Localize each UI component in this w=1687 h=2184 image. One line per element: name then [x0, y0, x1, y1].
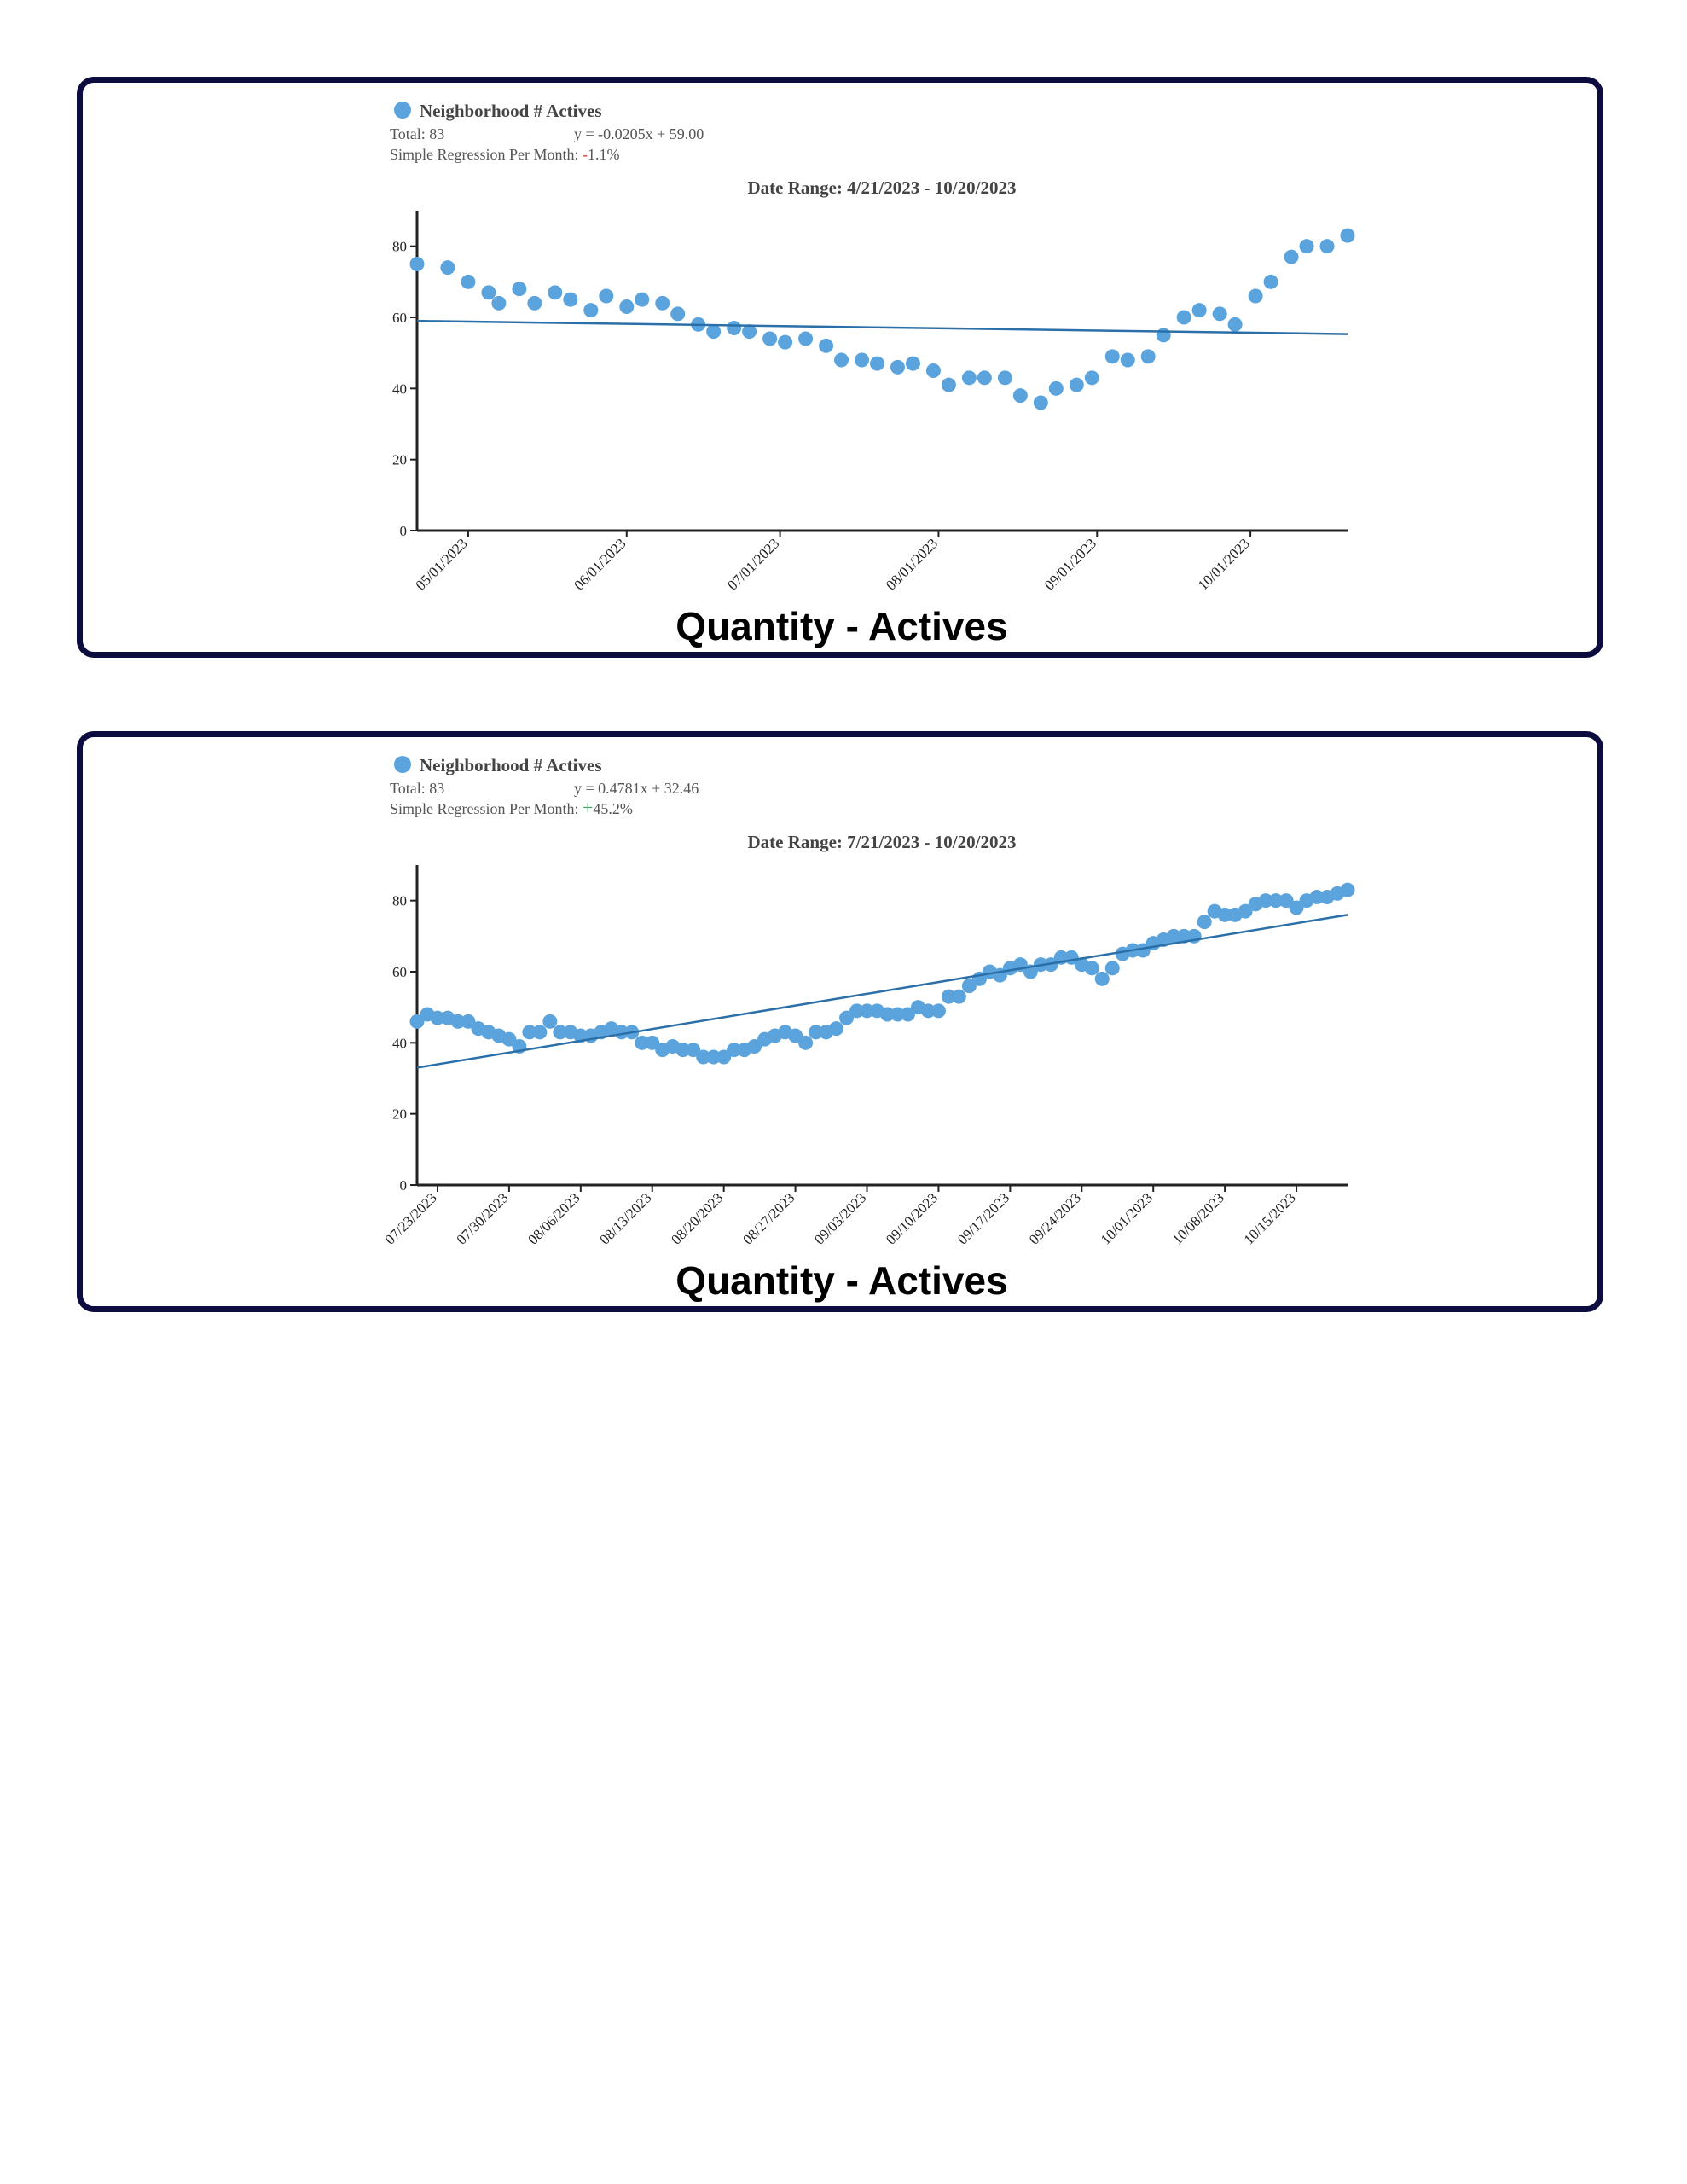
y-tick-label: 40 — [392, 380, 407, 398]
regression-sign: + — [583, 797, 594, 818]
regression-label: Simple Regression Per Month: — [390, 146, 579, 163]
data-point — [655, 296, 670, 311]
x-tick-label: 09/24/2023 — [1025, 1189, 1085, 1248]
data-point — [906, 357, 920, 371]
y-tick-label: 60 — [392, 964, 407, 980]
data-point — [1320, 239, 1335, 253]
y-tick-label: 0 — [399, 523, 407, 539]
data-point — [977, 370, 992, 385]
x-tick-label: 08/06/2023 — [525, 1189, 583, 1248]
data-point — [1264, 275, 1278, 289]
date-range: Date Range: 4/21/2023 - 10/20/2023 — [747, 177, 1017, 198]
data-point — [890, 360, 905, 375]
y-tick-label: 20 — [392, 451, 407, 468]
data-point — [1249, 289, 1263, 304]
plot-area — [382, 865, 1355, 1248]
regression-equation: y = 0.4781x + 32.46 — [574, 780, 699, 797]
date-range: Date Range: 7/21/2023 - 10/20/2023 — [747, 832, 1017, 852]
data-point — [1213, 306, 1227, 321]
legend-marker — [394, 756, 411, 773]
data-point — [583, 303, 598, 317]
data-point — [1141, 349, 1156, 363]
data-point — [1013, 388, 1028, 403]
total-label: Total: 83 — [390, 780, 445, 797]
data-point — [1085, 370, 1099, 385]
data-point — [1341, 229, 1355, 243]
data-point — [670, 306, 685, 321]
plot-area — [392, 211, 1355, 594]
data-point — [952, 990, 966, 1004]
data-point — [410, 257, 425, 271]
regression-per-month — [390, 797, 633, 818]
data-point — [942, 378, 956, 392]
legend-label: Neighborhood # Actives — [420, 101, 602, 121]
y-tick-label: 0 — [399, 1177, 407, 1194]
data-point — [532, 1025, 547, 1039]
data-point — [548, 285, 562, 299]
regression-line — [417, 321, 1348, 334]
regression-value: 1.1% — [588, 146, 620, 163]
data-point — [1157, 328, 1171, 342]
x-tick-label: 09/01/2023 — [1041, 535, 1100, 594]
data-point — [1300, 239, 1314, 253]
data-point — [461, 275, 475, 289]
data-point — [1341, 883, 1355, 897]
data-point — [1085, 961, 1099, 975]
regression-sign: - — [583, 146, 588, 163]
data-point — [1034, 396, 1048, 410]
data-point — [619, 299, 634, 314]
data-point — [1197, 915, 1212, 929]
chart-panel-1 — [77, 77, 1603, 658]
regression-line — [417, 915, 1348, 1067]
x-tick-label: 10/08/2023 — [1168, 1189, 1227, 1248]
x-tick-label: 08/13/2023 — [596, 1189, 655, 1248]
data-point — [829, 1021, 844, 1036]
data-point — [998, 370, 1012, 385]
data-point — [542, 1014, 557, 1029]
x-tick-label: 08/01/2023 — [883, 535, 942, 594]
data-point — [931, 1003, 946, 1018]
x-tick-label: 07/23/2023 — [381, 1189, 440, 1248]
data-point — [1121, 353, 1135, 368]
data-point — [1070, 378, 1084, 392]
data-point — [762, 332, 777, 346]
regression-per-month — [390, 146, 620, 163]
data-point — [962, 370, 977, 385]
data-point — [1095, 972, 1110, 986]
x-tick-label: 09/17/2023 — [954, 1189, 1013, 1248]
data-point — [599, 289, 613, 304]
x-tick-label: 08/20/2023 — [668, 1189, 727, 1248]
chart-1 — [83, 83, 1597, 652]
x-tick-label: 06/01/2023 — [571, 535, 629, 594]
x-tick-label: 10/01/2023 — [1097, 1189, 1157, 1248]
y-tick-label: 80 — [392, 238, 407, 255]
data-point — [834, 353, 849, 368]
data-point — [855, 353, 869, 368]
data-point — [1105, 349, 1120, 363]
data-point — [727, 321, 741, 335]
x-tick-label: 07/30/2023 — [453, 1189, 512, 1248]
data-point — [706, 324, 721, 339]
data-point — [440, 260, 455, 275]
data-point — [635, 293, 649, 307]
data-point — [1284, 250, 1299, 264]
y-tick-label: 20 — [392, 1106, 407, 1123]
data-point — [527, 296, 542, 311]
data-point — [926, 363, 941, 378]
data-point — [1105, 961, 1120, 975]
data-point — [778, 335, 792, 350]
x-tick-label: 05/01/2023 — [412, 535, 471, 594]
data-point — [870, 357, 884, 371]
x-tick-label: 08/27/2023 — [739, 1189, 798, 1248]
data-point — [798, 1036, 813, 1050]
data-point — [1049, 381, 1064, 396]
x-tick-label: 09/10/2023 — [883, 1189, 942, 1248]
total-label: Total: 83 — [390, 125, 445, 142]
y-tick-label: 80 — [392, 892, 407, 909]
data-point — [481, 285, 496, 299]
x-tick-label: 10/01/2023 — [1194, 535, 1253, 594]
data-point — [1177, 311, 1191, 325]
chart-2 — [83, 737, 1597, 1306]
legend-marker — [394, 102, 411, 119]
y-tick-label: 40 — [392, 1035, 407, 1052]
x-tick-label: 10/15/2023 — [1240, 1189, 1299, 1248]
chart-title: Quantity - Actives — [675, 1258, 1008, 1303]
regression-label: Simple Regression Per Month: — [390, 800, 579, 817]
chart-title: Quantity - Actives — [675, 604, 1008, 648]
data-point — [798, 332, 813, 346]
regression-equation: y = -0.0205x + 59.00 — [574, 125, 704, 142]
legend-label: Neighborhood # Actives — [420, 755, 602, 775]
y-tick-label: 60 — [392, 310, 407, 326]
data-point — [491, 296, 506, 311]
data-point — [819, 339, 833, 353]
data-point — [512, 282, 526, 296]
data-point — [563, 293, 577, 307]
data-point — [1228, 317, 1243, 332]
x-tick-label: 09/03/2023 — [811, 1189, 870, 1248]
x-tick-label: 07/01/2023 — [724, 535, 783, 594]
data-point — [1192, 303, 1207, 317]
chart-panel-2 — [77, 731, 1603, 1312]
regression-value: 45.2% — [593, 800, 633, 817]
